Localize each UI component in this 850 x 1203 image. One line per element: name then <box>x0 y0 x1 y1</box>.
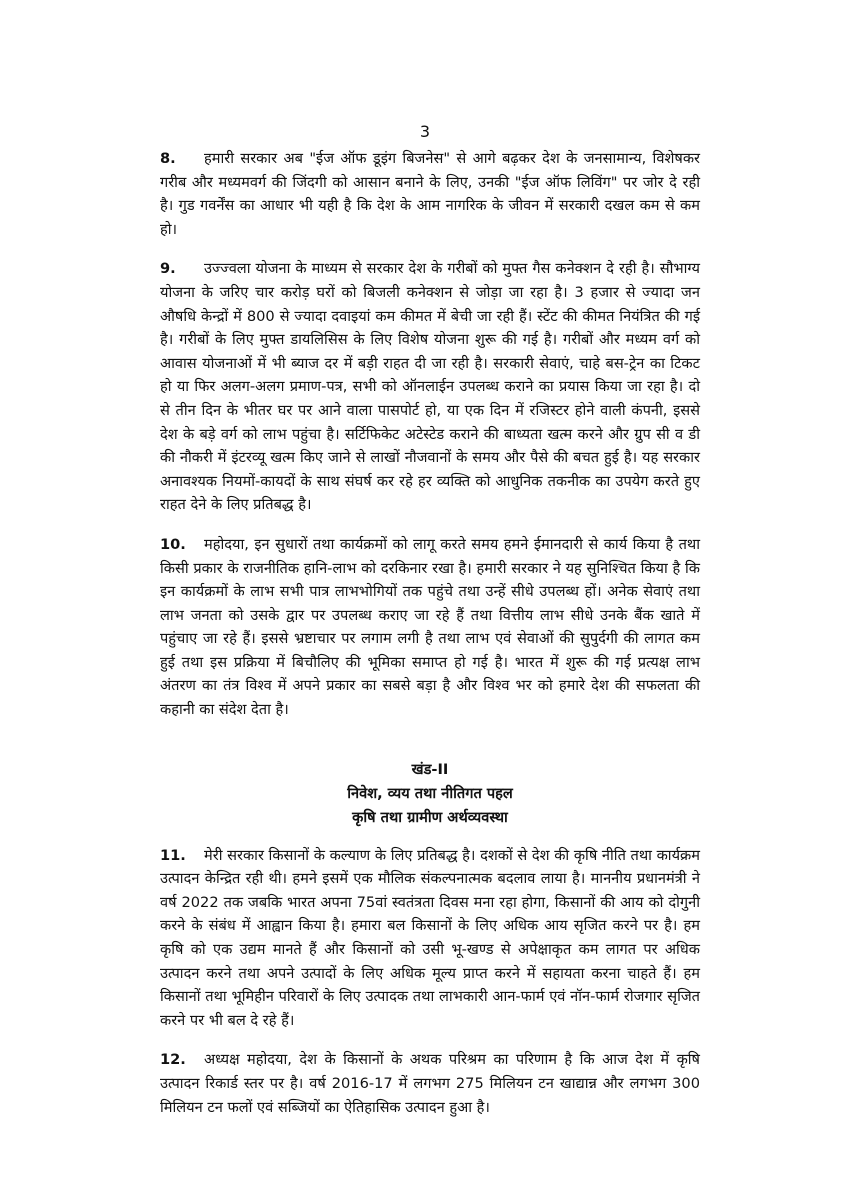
paragraph <box>160 533 700 722</box>
paragraph-number: 11. <box>160 846 186 864</box>
paragraph <box>160 147 700 241</box>
paragraph-text: अध्यक्ष महोदया, देश के किसानों के अथक परिश्रम का परिणाम है कि आज देश में कृषि उत्पादन रिकार्ड स्तर पर है। वर्ष 2016-17 में लगभग 275 मिलियन टन खाद्यान्न और लगभग 300 मिलियन टन फलों एवं सब्जियों का ऐतिहासिक उत्पादन हुआ है। <box>160 1051 700 1116</box>
paragraph-text: मेरी सरकार किसानों के कल्याण के लिए प्रतिबद्ध है। दशकों से देश की कृषि नीति तथा कार्यक्रम उत्पादन केन्द्रित रही थी। हमने इसमें एक मौलिक संकल्पनात्मक बदलाव लाया है। माननीय प्रधानमंत्री ने वर्ष 2022 तक जबकि भारत अपना 75वां स्वतंत्रता दिवस मना रहा होगा, किसानों की आय को दोगुनी करने के संबंध में आह्वान किया है। हमारा बल किसानों के लिए अधिक आय सृजित करने पर है। हम कृषि को एक उद्यम मानते हैं और किसानों को उसी भू-खण्ड से अपेक्षाकृत कम लागत पर अधिक उत्पादन करने तथा अपने उत्पादों के लिए अधिक मूल्य प्राप्त करने में सहायता करना चाहते हैं। हम किसानों तथा भूमिहीन परिवारों के लिए उत्पादक तथा लाभकारी आन-फार्म एवं नॉन-फार्म रोजगार सृजित करने पर भी बल दे रहे हैं। <box>160 846 701 1029</box>
section-heading <box>160 758 700 830</box>
paragraph-number: 9. <box>160 260 176 278</box>
paragraph-text: हमारी सरकार अब "ईज ऑफ डूइंग बिजनेस" से आगे बढ़कर देश के जनसामान्य, विशेषकर गरीब और मध्यमवर्ग की जिंदगी को आसान बनाने के लिए, उनकी "ईज ऑफ लिविंग" पर जोर दे रही है। गुड गवर्नेंस का आधार भी यही है कि देश के आम नागरिक के जीवन में सरकारी दखल कम से कम हो। <box>160 150 700 238</box>
page-content <box>160 147 700 1135</box>
paragraph-number: 8. <box>160 150 176 167</box>
paragraph-text: महोदया, इन सुधारों तथा कार्यक्रमों को लागू करते समय हमने ईमानदारी से कार्य किया है तथा किसी प्रकार के राजनीतिक हानि-लाभ को दरकिनार रखा है। हमारी सरकार ने यह सुनिश्चित किया है कि इन कार्यक्रमों के लाभ सभी पात्र लाभभोगियों तक पहुंचे तथा उन्हें सीधे उपलब्ध हों। अनेक सेवाएं तथा लाभ जनता को उसके द्वार पर उपलब्ध कराए जा रहे हैं तथा वित्तीय लाभ सीधे उनके बैंक खाते में पहुंचाए जा रहे हैं। इससे भ्रष्टाचार पर लगाम लगी है तथा लाभ एवं सेवाओं की सुपुर्दगी की लागत कम हुई तथा इस प्रक्रिया में बिचौलिए की भूमिका समाप्त हो गई है। भारत में शुरू की गई प्रत्यक्ष लाभ अंतरण का तंत्र विश्व में अपने प्रकार का सबसे बड़ा है और विश्व भर को हमारे देश की सफलता की कहानी का संदेश देता है। <box>160 535 700 719</box>
paragraph-number: 12. <box>160 1051 186 1069</box>
paragraph-text: उज्ज्वला योजना के माध्यम से सरकार देश के गरीबों को मुफ्त गैस कनेक्शन दे रही है। सौभाग्य योजना के जरिए चार करोड़ घरों को बिजली कनेक्शन से जोड़ा जा रहा है। 3 हजार से ज्यादा जन औषधि केन्द्रों में 800 से ज्यादा दवाइयां कम कीमत में बेची जा रही हैं। स्टेंट की कीमत नियंत्रित की गई है। गरीबों के लिए मुफ्त डायलिसिस के लिए विशेष योजना शुरू की गई है। गरीबों और मध्यम वर्ग को आवास योजनाओं में भी ब्याज दर में बड़ी राहत दी जा रही है। सरकारी सेवाएं, चाहे बस-ट्रेन का टिकट हो या फिर अलग-अलग प्रमाण-पत्र, सभी को ऑनलाईन उपलब्ध कराने का प्रयास किया जा रहा है। दो से तीन दिन के भीतर घर पर आने वाला पासपोर्ट हो, या एक दिन में रजिस्टर होने वाली कंपनी, इससे देश के बड़े वर्ग को लाभ पहुंचा है। सर्टिफिकेट अटेस्टेड कराने की बाध्यता खत्म करने और ग्रुप सी व डी की नौकरी में इंटरव्यू खत्म किए जाने से लाखों नौजवानों के समय और पैसे की बचत हुई है। यह सरकार अनावश्यक नियमों-कायदों के साथ संघर्ष कर रहे हर व्यक्ति को आधुनिक तकनीक का उपयेग करते हुए राहत देने के लिए प्रतिबद्ध है। <box>160 260 700 514</box>
section-subtitle: कृषि तथा ग्रामीण अर्थव्यवस्था <box>352 808 508 826</box>
section-title: निवेश, व्यय तथा नीतिगत पहल <box>347 784 513 802</box>
page-number: 3 <box>419 122 431 141</box>
paragraph <box>160 257 700 517</box>
paragraph <box>160 1048 700 1119</box>
paragraph-number: 10. <box>160 535 186 553</box>
paragraph <box>160 844 700 1033</box>
section-label: खंड-II <box>411 760 449 778</box>
